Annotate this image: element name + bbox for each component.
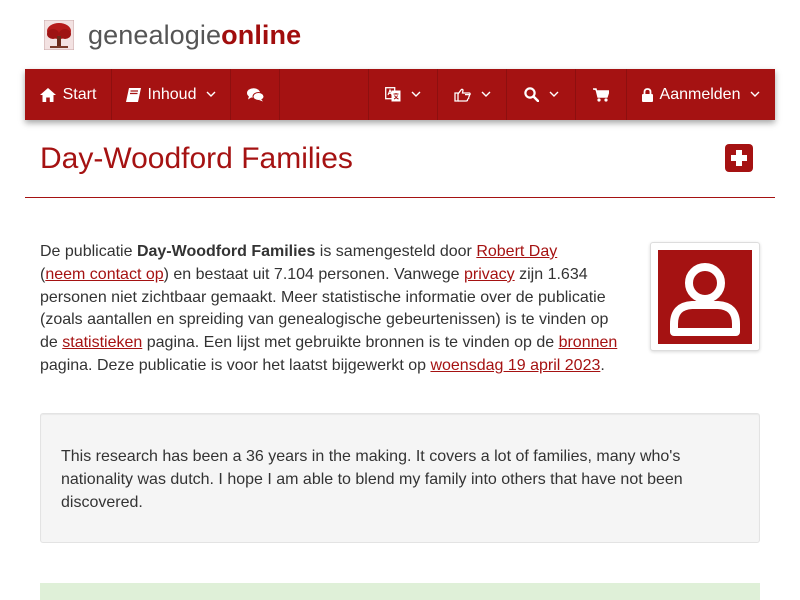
intro-text: pagina. Een lijst met gebruikte bronnen is te vinden op de bbox=[142, 334, 559, 352]
publication-description bbox=[40, 413, 760, 543]
success-panel bbox=[40, 583, 760, 600]
brand-part1: genealogie bbox=[88, 19, 222, 50]
nav-share[interactable] bbox=[438, 69, 507, 120]
page-title: Day-Woodford Families bbox=[40, 142, 353, 175]
last-updated-link[interactable]: woensdag 19 april 2023 bbox=[430, 356, 601, 374]
nav-start-label: Start bbox=[62, 85, 97, 103]
intro-text: is samengesteld door bbox=[315, 243, 477, 260]
shopping-cart-icon bbox=[593, 88, 609, 102]
avatar[interactable] bbox=[658, 250, 752, 344]
nav-forum[interactable] bbox=[231, 69, 280, 120]
tree-icon[interactable] bbox=[44, 20, 74, 50]
site-header bbox=[44, 18, 301, 52]
author-avatar-card bbox=[650, 242, 760, 351]
main-navigation bbox=[25, 69, 775, 120]
site-logo-text[interactable] bbox=[88, 20, 301, 51]
privacy-link[interactable]: privacy bbox=[463, 265, 515, 283]
nav-login-label: Aanmelden bbox=[659, 85, 741, 103]
intro-text: zijn 1.634 personen niet zichtbaar gemaakt. Meer statistische informatie over de publicatie (zoals aantallen en spreiding van genealogische gebeurtenissen) is te vinden op de bbox=[40, 265, 609, 352]
intro-text: De publicatie bbox=[40, 243, 137, 260]
description-text: This research has been a 36 years in the making. It covers a lot of families, many who's nationality was dutch. I hope I am able to blend my family into others that have not been discovered. bbox=[61, 448, 683, 511]
intro-text: pagina. Deze publicatie is voor het laatst bijgewerkt op bbox=[40, 356, 431, 374]
title-row bbox=[25, 134, 775, 198]
sources-link[interactable]: bronnen bbox=[558, 334, 618, 352]
user-icon bbox=[658, 250, 752, 344]
chevron-down-icon bbox=[481, 91, 491, 98]
translate-icon bbox=[385, 87, 401, 102]
nav-login[interactable] bbox=[627, 69, 775, 120]
nav-spacer bbox=[280, 69, 369, 120]
nav-search[interactable] bbox=[507, 69, 576, 120]
brand-part2: online bbox=[221, 19, 302, 50]
contact-link[interactable]: neem contact op bbox=[45, 265, 164, 283]
comments-icon bbox=[247, 88, 264, 102]
lock-icon bbox=[642, 88, 653, 102]
plus-square-icon[interactable] bbox=[725, 144, 753, 172]
nav-language[interactable] bbox=[369, 69, 438, 120]
nav-shop[interactable] bbox=[576, 69, 627, 120]
statistics-link[interactable]: statistieken bbox=[62, 334, 143, 352]
chevron-down-icon bbox=[549, 91, 559, 98]
chevron-down-icon bbox=[411, 91, 421, 98]
intro-text: ) en bestaat uit 7.104 personen. Vanwege bbox=[163, 265, 464, 283]
nav-start[interactable] bbox=[25, 69, 112, 120]
author-link[interactable]: Robert Day bbox=[476, 243, 558, 260]
hand-pointer-icon bbox=[454, 88, 471, 102]
intro-text: ( bbox=[40, 265, 46, 283]
chevron-down-icon bbox=[750, 91, 760, 98]
nav-inhoud-label: Inhoud bbox=[147, 85, 197, 103]
chevron-down-icon bbox=[206, 91, 216, 98]
search-icon bbox=[524, 87, 539, 102]
book-icon bbox=[126, 88, 141, 102]
home-icon bbox=[40, 88, 56, 102]
publication-name: Day-Woodford Families bbox=[136, 243, 316, 260]
publication-intro bbox=[40, 241, 630, 378]
intro-text: . bbox=[600, 356, 605, 374]
nav-inhoud[interactable] bbox=[112, 69, 231, 120]
